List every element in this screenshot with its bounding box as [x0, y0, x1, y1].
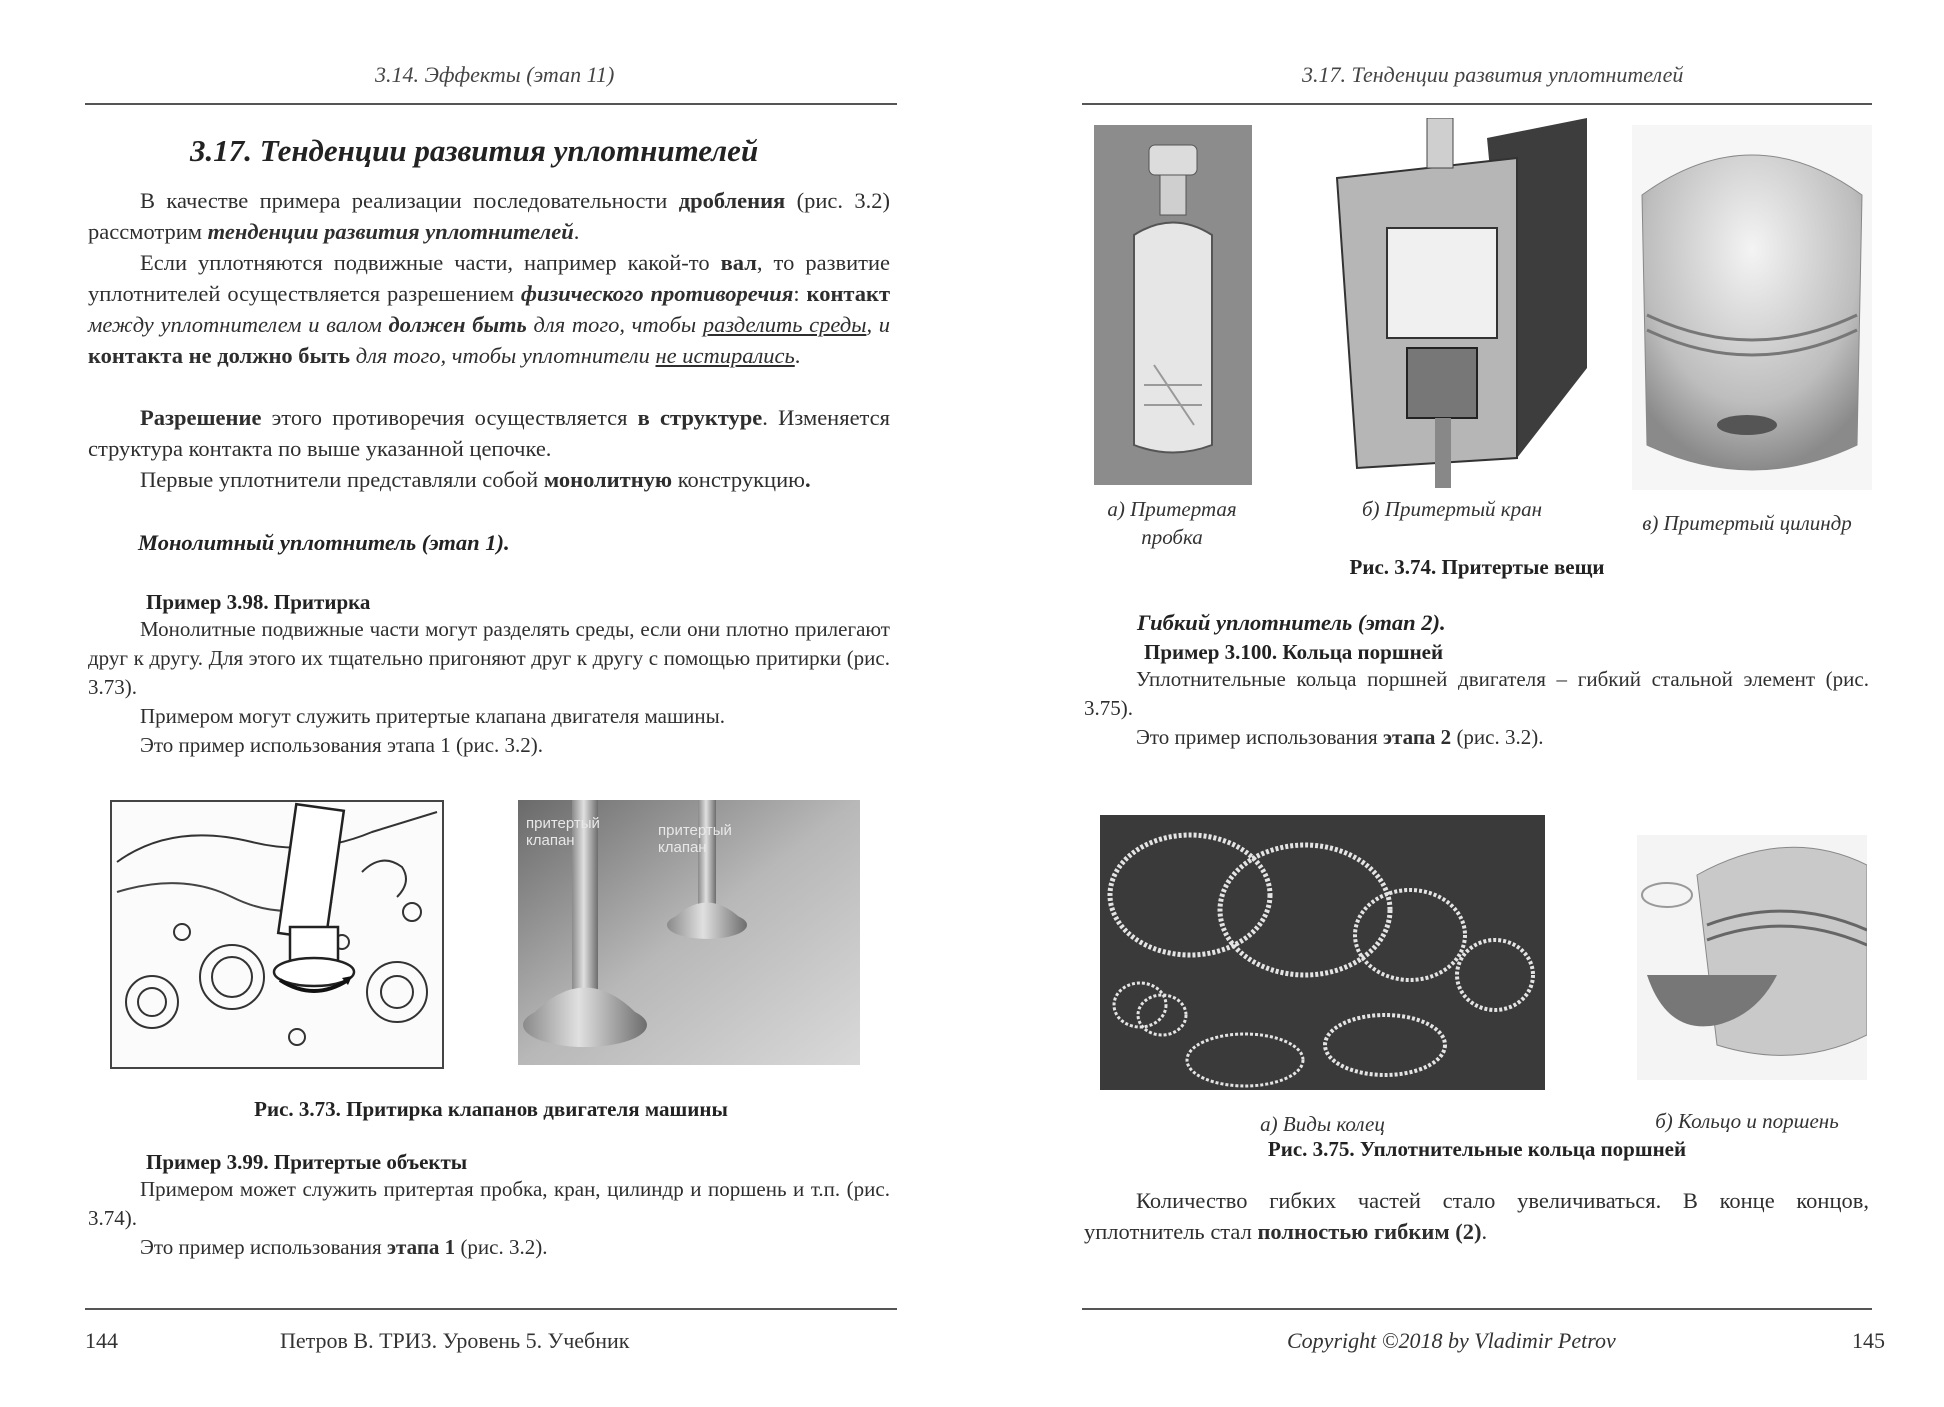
- text: (рис. 3.2).: [1451, 725, 1544, 749]
- paragraph-last: [1084, 1185, 1869, 1247]
- header-rule: [1082, 103, 1872, 105]
- text-bold: .: [804, 467, 811, 492]
- text-bold: Разрешение: [140, 405, 262, 430]
- example-100-title: Пример 3.100. Кольца поршней: [1144, 640, 1444, 664]
- example-99-title: Пример 3.99. Притертые объекты: [146, 1150, 468, 1174]
- figure-3-73-caption: Рис. 3.73. Притирка клапанов двигателя машины: [254, 1097, 728, 1121]
- text: (рис. 3.2) рассмотрим: [88, 188, 890, 244]
- valve-lapping-photo: [518, 800, 860, 1065]
- text-bold: этапа 1: [386, 1235, 456, 1259]
- paragraph-3: [88, 402, 890, 464]
- ground-cylinder-photo: [1632, 125, 1872, 490]
- ring-and-piston-photo-svg: [1637, 835, 1867, 1080]
- paragraph-1: [88, 185, 890, 247]
- text-bold: полностью гибким: [1257, 1219, 1450, 1244]
- ground-stopper-photo: [1094, 125, 1252, 485]
- right-running-head: 3.17. Тенденции развития уплотнителей: [1302, 62, 1684, 87]
- figure-3-74-a-label: а) Притертая пробка: [1107, 497, 1237, 549]
- ground-cylinder-photo-svg: [1632, 125, 1872, 490]
- text: Первые уплотнители представляли собой: [140, 467, 544, 492]
- text-italic: между уплотнителем и валом: [88, 312, 389, 337]
- example-99-text-1: Примером может служить притертая пробка, кран, цилиндр и поршень и т.п. (рис. 3.74).: [88, 1177, 890, 1230]
- text-italic: , и: [866, 312, 890, 337]
- footer-rule: [1082, 1308, 1872, 1310]
- example-98-text-3: Это пример использования этапа 1 (рис. 3.2).: [140, 733, 544, 757]
- example-100-text-2: [1084, 723, 1869, 752]
- text: .: [794, 343, 801, 368]
- text: , то развитие уплотнителей осуществляется разрешением: [88, 250, 891, 306]
- left-running-head: 3.14. Эффекты (этап 11): [375, 62, 615, 87]
- text-bold: вал: [720, 250, 757, 275]
- paragraph-2: [88, 247, 890, 371]
- text: Если уплотняются подвижные части, например какой-то: [140, 250, 721, 275]
- text-bold: дробления: [678, 188, 786, 213]
- stage-1-label: Монолитный уплотнитель (этап 1).: [138, 530, 510, 555]
- figure-3-74-c-label: в) Притертый цилиндр: [1642, 511, 1852, 535]
- text: Количество гибких частей стало увеличиваться. В конце концов, уплотнитель стал: [1084, 1188, 1869, 1244]
- text: этого противоречия осуществляется: [261, 405, 638, 430]
- text: .: [1481, 1219, 1488, 1244]
- copyright-footer: Copyright ©2018 by Vladimir Petrov: [1287, 1328, 1616, 1353]
- text: (рис. 3.2).: [455, 1235, 548, 1259]
- header-rule: [85, 103, 897, 105]
- example-99-text-2: [88, 1233, 890, 1262]
- text: Это пример использования: [1136, 725, 1383, 749]
- text-bold-italic: физического противоречия: [520, 281, 794, 306]
- figure-3-74-caption: Рис. 3.74. Притертые вещи: [1349, 555, 1605, 579]
- text: Это пример использования: [140, 1235, 387, 1259]
- piston-rings-photo-svg: [1100, 815, 1545, 1090]
- ring-and-piston-photo: [1637, 835, 1867, 1080]
- text-bold: этапа 2: [1382, 725, 1452, 749]
- ground-tap-photo: [1317, 118, 1587, 490]
- photo-label-1: притертый клапан: [526, 815, 600, 849]
- photo-label-2: притертый клапан: [658, 822, 732, 856]
- page-number: 144: [85, 1328, 118, 1353]
- text-italic-underline: разделить среды: [702, 312, 867, 337]
- ground-tap-photo-svg: [1317, 118, 1587, 490]
- valve-lapping-drawing-svg: [112, 802, 442, 1067]
- text-bold: в структуре: [637, 405, 763, 430]
- text-bold: контакта не должно быть: [88, 343, 351, 368]
- text-bold: контакт: [806, 281, 891, 306]
- text-bold-italic: тенденции развития уплотнителей: [207, 219, 574, 244]
- page-number: 145: [1852, 1328, 1885, 1353]
- example-98-text-1: Монолитные подвижные части могут разделять среды, если они плотно прилегают друг к другу. Для этого их тщательно пригоняют друг к другу с помощью притирки (рис. 3.73).: [88, 617, 890, 699]
- text: :: [793, 281, 807, 306]
- text: В качестве примера реализации последовательности: [140, 188, 679, 213]
- footer-rule: [85, 1308, 897, 1310]
- text-bold: монолитную: [543, 467, 673, 492]
- example-98-title: Пример 3.98. Притирка: [146, 590, 371, 614]
- text: . Изменяется структура контакта по выше указанной цепочке.: [88, 405, 891, 461]
- text-italic-underline: не истирались: [655, 343, 795, 368]
- figure-3-74-b-label: б) Притертый кран: [1361, 497, 1543, 521]
- figure-3-75-caption: Рис. 3.75. Уплотнительные кольца поршней: [1267, 1137, 1687, 1161]
- section-title: 3.17. Тенденции развития уплотнителей: [190, 133, 759, 168]
- text: конструкцию: [672, 467, 805, 492]
- figure-3-75-a-label: а) Виды колец: [1260, 1112, 1385, 1136]
- figure-3-75-b-label: б) Кольцо и поршень: [1655, 1109, 1839, 1133]
- text-italic: для того, чтобы: [526, 312, 703, 337]
- text-italic: для того, чтобы уплотнители: [350, 343, 656, 368]
- piston-rings-photo: [1100, 815, 1545, 1090]
- valve-lapping-drawing: [110, 800, 444, 1069]
- right-page: [972, 0, 1944, 1407]
- text: .: [573, 219, 580, 244]
- stage-2-label: Гибкий уплотнитель (этап 2).: [1137, 610, 1446, 635]
- example-98-text-2: Примером могут служить притертые клапана двигателя машины.: [140, 704, 725, 728]
- example-100-text-1: Уплотнительные кольца поршней двигателя – гибкий стальной элемент (рис. 3.75).: [1084, 667, 1869, 720]
- paragraph-4: [88, 464, 890, 495]
- ground-stopper-photo-svg: [1094, 125, 1252, 485]
- book-footer: Петров В. ТРИЗ. Уровень 5. Учебник: [280, 1328, 630, 1353]
- text-bold-italic: должен быть: [388, 312, 527, 337]
- text-bold: (2): [1455, 1219, 1482, 1244]
